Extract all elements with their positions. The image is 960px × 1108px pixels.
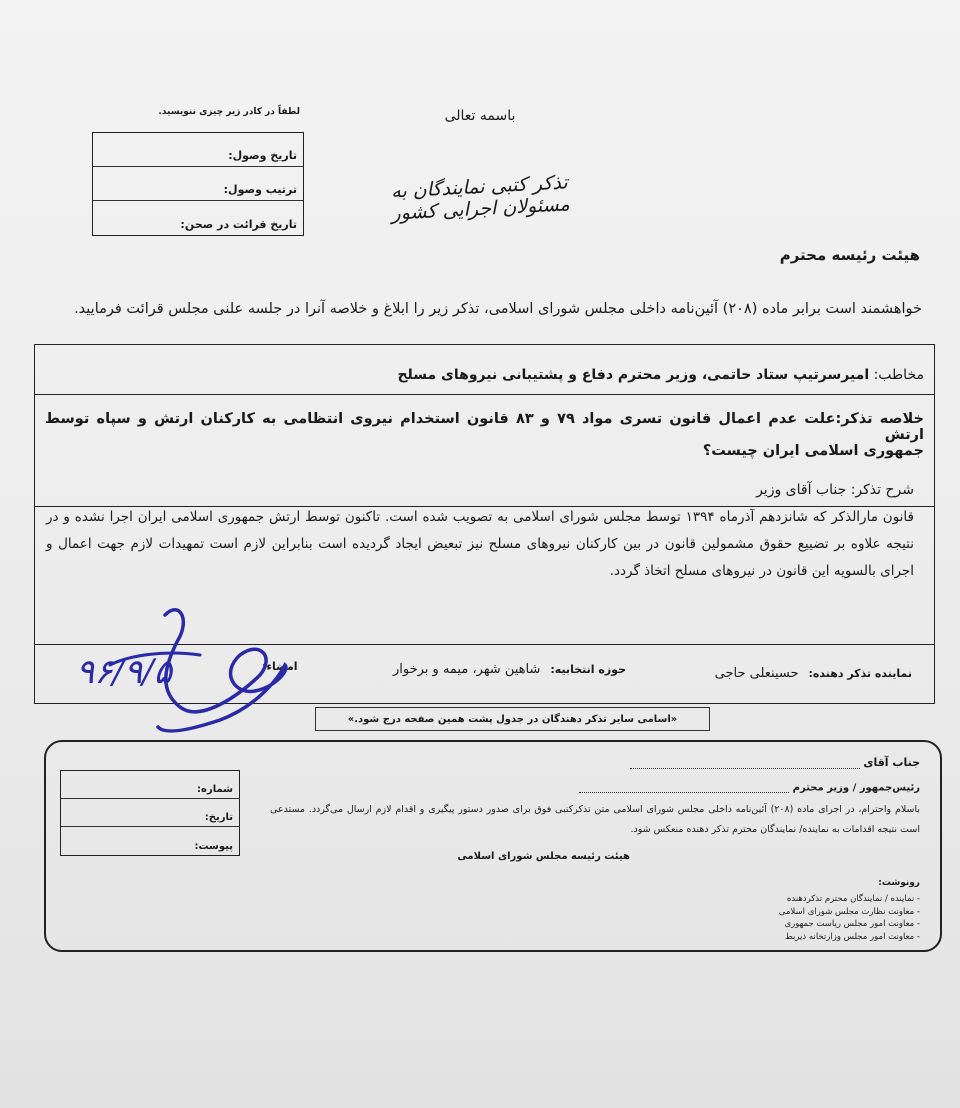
bismillah: باسمه تعالی [444,108,516,124]
note-box: «اسامی سایر تذکر دهندگان در جدول پشت همین صفحه درج شود.» [315,707,710,731]
number-box [60,770,240,856]
dispatch-board: هیئت رئیسه مجلس شورای اسلامی [457,851,630,862]
dispatch-role [579,782,920,794]
cc-item: - معاونت امور مجلس ریاست جمهوری [784,919,920,929]
cc-item: - معاونت امور مجلس وزارتخانه ذیربط [784,931,920,942]
registry-box [92,132,304,236]
attachment-row: پیوست: [194,840,233,852]
addressee-row [35,345,934,395]
number-row: شماره: [61,771,239,799]
description-text: قانون مارالذکر که شانزدهم آذرماه ۱۳۹۴ توسط مجلس شورای اسلامی به تصویب شده است. تاکنون توسط ارتش جمهوری اسلامی ایران اجرا نشده و در نتیجه علاوه بر تضییع حقوق مشمولین قانون در بین کارکنان نیروهای مسلح نیز تبعیض ایجاد گردیده است بنابراین لازم است تمهیدات لازم جهت اعمال و اجرای بالسویه این قانون در نیروهای مسلح اتخاذ گردد. [46,509,914,579]
registry-row-receipt-order: ترتیب وصول: [93,167,303,201]
signature-label: امضاء: [262,660,298,673]
fill-note: لطفاً در کادر زیر چیزی ننویسید. [158,107,300,117]
addressee-value: امیرسرتیپ ستاد حاتمی، وزیر محترم دفاع و پشتیبانی نیروهای مسلح [397,367,870,383]
cc-item: - نماینده / نمایندگان محترم تذکردهنده [786,894,920,904]
cc-list [779,893,920,943]
handwritten-date: ۹۶/۹/۵ [76,652,172,692]
representative [715,666,912,681]
dispatch-role-label: رئیس‌جمهور / وزیر محترم [792,782,920,794]
intro-text: خواهشمند است برابر ماده (۲۰۸) آئین‌نامه داخلی مجلس شورای اسلامی، تذکر زیر را ابلاغ و خلاصه آنرا در جلسه علنی مجلس قرائت فرمایید. [74,301,922,317]
dispatch-to [630,756,920,769]
board-title: هیئت رئیسه محترم [779,246,920,264]
date-row: تاریخ: [61,799,239,827]
representative-name: حسینعلی حاجی [714,666,799,681]
district-label: حوزه انتخابیه: [550,663,626,676]
district-name: شاهین شهر، میمه و برخوار [392,662,541,677]
district [393,662,626,677]
summary-line-2: جمهوری اسلامی ایران چیست؟ [702,443,924,459]
summary-line-1: خلاصه تذکر:علت عدم اعمال قانون تسری مواد ۷۹ و ۸۳ قانون استخدام نیروی انتظامی به کارکنان ارتش و سپاه توسط ارتش [45,411,925,443]
dispatch-body: باسلام واحترام، در اجرای ماده (۲۰۸) آئین‌نامه داخلی مجلس شورای اسلامی متن تذکرکتبی فوق برای صدور دستور پیگیری و اقدام لازم ارسال می‌گردد. مستدعی است نتیجه اقدامات به نماینده/ نمایندگان محترم تذکر دهنده منعکس شود. [270,804,920,835]
registry-row-reading-date: تاریخ قرائت در صحن: [180,217,297,231]
cc-title: رونوشت: [878,878,920,888]
dotted-line [579,782,789,793]
dotted-line [630,758,860,769]
dispatch-to-label: جناب آقای [863,756,920,769]
addressee-label: مخاطب: [873,367,924,383]
description-label: شرح تذکر: جناب آقای وزیر [756,482,914,498]
representative-label: نماینده تذکر دهنده: [808,667,912,680]
form-title: تذکر کتبی نمایندگان به مسئولان اجرایی کشور [390,171,571,225]
cc-item: - معاونت نظارت مجلس شورای اسلامی [778,906,920,917]
registry-row-receipt-date: تاریخ وصول: [93,133,303,167]
